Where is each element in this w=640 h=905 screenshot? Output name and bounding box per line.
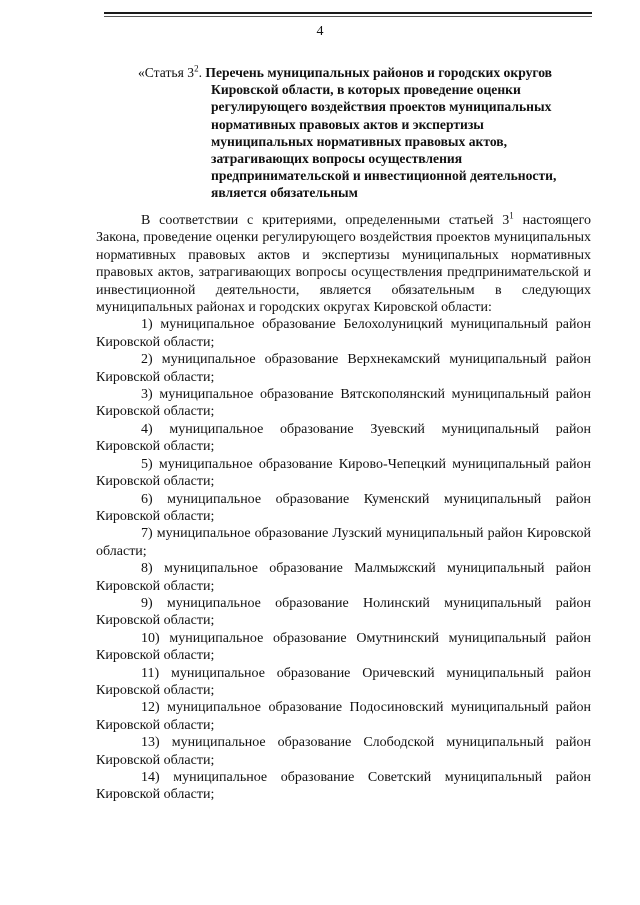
article-title-line: муниципальных нормативных правовых актов, [211,133,508,149]
article-prefix-dot: . [198,65,202,80]
list-item: 13) муниципальное образование Слободской муниципальный район Кировской области; [96,735,591,768]
list-item: 8) муниципальное образование Малмыжский муниципальный район Кировской области; [96,561,591,594]
list-item: 9) муниципальное образование Нолинский муниципальный район Кировской области; [96,595,591,629]
article-prefix-text: «Статья 3 [138,65,195,80]
article-heading-first-line [138,64,598,81]
intro-text-part2: настоящего Закона, проведение оценки регулирующего воздействия проектов муниципальных нормативных правовых актов и экспертизы муниципальных нормативных правовых актов, затрагивающих вопросы осуществления предпринимательской и инвестиционной деятельности, является обязательным в следующих муниципальных районах и городских округах Кировской области: [96,213,591,316]
list-item: 3) муниципальное образование Вятскополянский муниципальный район Кировской области; [96,387,591,420]
page-number: 4 [316,24,324,39]
header-rule [104,12,592,14]
article-title-line: нормативных правовых актов и экспертизы [211,116,484,132]
list-item: 4) муниципальное образование Зуевский муниципальный район Кировской области; [96,421,591,455]
article-title-line: предпринимательской и инвестиционной деятельности, [211,168,557,184]
article-title-line: Перечень муниципальных районов и городских округов [205,65,553,80]
list-item: 2) муниципальное образование Верхнекамский муниципальный район Кировской области; [96,352,591,385]
municipality-list [96,316,591,803]
list-item: 10) муниципальное образование Омутнинский муниципальный район Кировской области; [96,630,591,664]
article-body [96,212,591,804]
article-title-line: регулирующего воздействия проектов муниципальных [211,99,552,115]
intro-paragraph [96,212,591,316]
list-item: 12) муниципальное образование Подосиновский муниципальный район Кировской области; [96,700,591,733]
article-prefix [138,65,202,80]
list-item: 5) муниципальное образование Кирово-Чепецкий муниципальный район Кировской области; [96,456,591,490]
header-rule-thin [104,16,592,17]
list-item: 14) муниципальное образование Советский муниципальный район Кировской области; [96,770,591,803]
article-title-line: является обязательным [211,185,358,201]
list-item: 6) муниципальное образование Куменский муниципальный район Кировской области; [96,491,591,524]
intro-superscript: 1 [509,210,514,221]
article-title-line: Кировской области, в которых проведение оценки [211,82,521,98]
article-prefix-superscript: 2 [194,63,199,74]
article-title-line: затрагивающих вопросы осуществления [211,151,463,167]
list-item: 11) муниципальное образование Оричевский муниципальный район Кировской области; [96,665,591,698]
intro-text-part1: В соответствии с критериями, определенными статьей 3 [141,213,510,228]
article-heading [138,64,598,202]
list-item: 7) муниципальное образование Лузский муниципальный район Кировской области; [96,526,591,559]
list-item: 1) муниципальное образование Белохолуницкий муниципальный район Кировской области; [96,317,591,350]
